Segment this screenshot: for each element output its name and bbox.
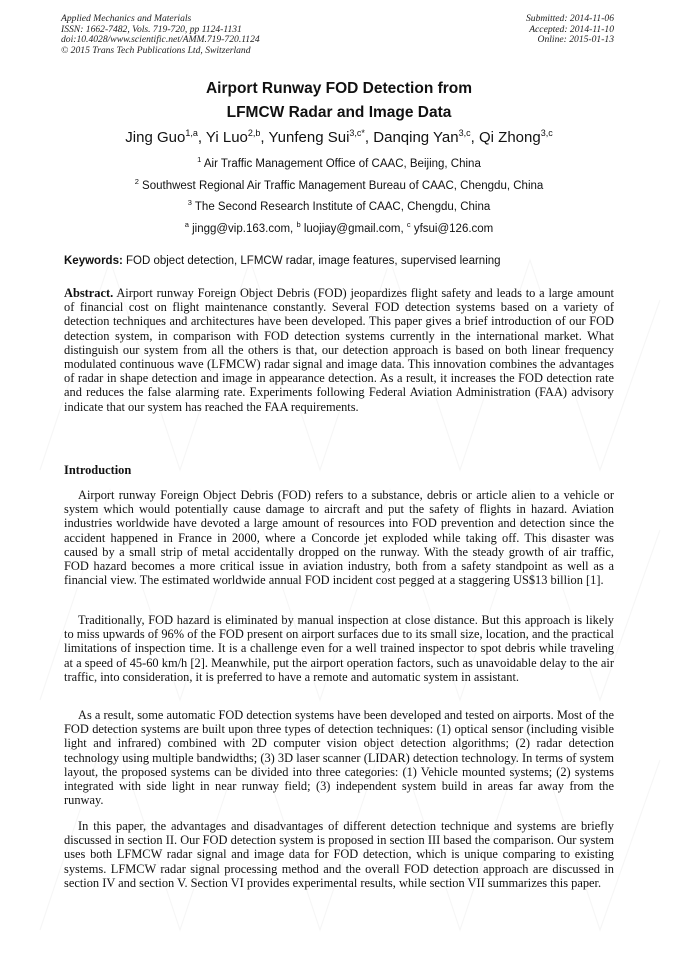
paper-title-line-1: Airport Runway FOD Detection from: [205, 80, 473, 97]
journal-name: Applied Mechanics and Materials: [61, 13, 192, 24]
paper-title-line-2: LFMCW Radar and Image Data: [226, 104, 452, 121]
section-heading-introduction: Introduction: [64, 463, 132, 477]
online-date: Online: 2015-01-13: [537, 34, 614, 46]
doi-line: doi:10.4028/www.scientific.net/AMM.719-720.1124: [61, 34, 260, 46]
abstract-text: Airport runway Foreign Object Debris (FOD) jeopardizes flight safety and leads to a large amount of financial cost on flight maintenance constantly. Several FOD detection systems based on a variety of detection techniques and architectures have been developed. This paper gives a brief introduction of our FOD detection system, in comparison with FOD detection systems currently in the international market. What distinguish our system from all the others is that, our detection approach is based on both linear frequency modulated continuous wave (LFMCW) radar signal and image data. This innovation combines the advantages of radar in shape detection and image in appearance detection. As a result, it increases the FOD detection rate and reduces the false alarming rate. Experiments following Federal Aviation Administration (FAA) advisory indicate that our system has reached the FAA requirements.: [64, 286, 614, 414]
journal-header-right: [526, 14, 614, 46]
email-link[interactable]: jingg@vip.163.com,: [188, 222, 297, 235]
author: Yi Luo$^{2,b}$,: [205, 128, 269, 146]
author: Jing Guo$^{1,a}$,: [125, 128, 206, 146]
author: Danqing Yan$^{3,c}$,: [373, 128, 479, 146]
affiliation-1: $^1$ Air Traffic Management Office of CAAC, Beijing, China: [197, 155, 481, 170]
email-link[interactable]: luojiay@gmail.com,: [300, 222, 407, 235]
abstract: [64, 286, 614, 414]
author-emails: $^a$ jingg@vip.163.com, $^b$ luojiay@gmail.com, $^c$ yfsui@126.com: [184, 220, 494, 235]
keywords: [64, 255, 501, 267]
affiliation-2: $^2$ Southwest Regional Air Traffic Management Bureau of CAAC, Chengdu, China: [134, 177, 544, 192]
submitted-date: Submitted: 2014-11-06: [525, 13, 614, 24]
keywords-text: FOD object detection, LFMCW radar, image features, supervised learning: [122, 255, 501, 267]
author: Yunfeng Sui$^{3,c*}$,: [268, 128, 374, 146]
accepted-date: Accepted: 2014-11-10: [529, 23, 614, 35]
author: Qi Zhong$^{3,c}$: [478, 128, 553, 146]
abstract-label: Abstract.: [64, 286, 114, 300]
author-list: [0, 128, 678, 146]
email-link[interactable]: yfsui@126.com: [410, 222, 494, 235]
copyright-line: © 2015 Trans Tech Publications Ltd, Switzerland: [61, 44, 251, 56]
issn-line: ISSN: 1662-7482, Vols. 719-720, pp 1124-1131: [61, 23, 242, 35]
affiliation-3: $^3$ The Second Research Institute of CAAC, Chengdu, China: [187, 198, 491, 213]
journal-header-left: [61, 14, 260, 56]
keywords-label: Keywords:: [64, 255, 123, 267]
intro-paragraph-2: Traditionally, FOD hazard is eliminated by manual inspection at close distance. But this approach is likely to miss upwards of 96% of the FOD present on airport surfaces due to its small size, location, and the practical limitations of inspection time. It is a challenge even for a well trained inspector to spot debris while traveling at a speed of 45-60 km/h [2]. Meanwhile, put the airport operation factors, such as unavoidable delay to the air traffic, into consideration, it is preferred to have a remote and automatic system in assistant.: [64, 613, 614, 684]
intro-paragraph-4: In this paper, the advantages and disadvantages of different detection technique and systems are briefly discussed in section II. Our FOD detection system is proposed in section III based the comparison. Our system uses both LFMCW radar signal and image data for FOD detection, which is unique comparing to existing systems. LFMCW radar signal processing method and the overall FOD detection approach are discussed in section IV and section V. Section VI provides experimental results, while section VII summarizes this paper.: [64, 819, 614, 890]
intro-paragraph-1: Airport runway Foreign Object Debris (FOD) refers to a substance, debris or article alien to a vehicle or system which would potentially cause damage to aircraft and put the safety of flights in hazard. Aviation industries worldwide have devoted a large amount of resources into FOD prevention and detection since the accident happened in France in 2000, where a Concorde jet exploded while taking off. This disaster was caused by a small strip of metal accidentally dropped on the runway. With the steady growth of air traffic, FOD hazard becomes a more critical issue in aviation industry, both from a safety standpoint as well as a financial view. The estimated worldwide annual FOD incident cost pegged at a staggering US$13 billion [1].: [64, 488, 614, 588]
intro-paragraph-3: As a result, some automatic FOD detection systems have been developed and tested on airports. Most of the FOD detection systems are built upon three types of detection techniques: (1) optical sensor (including visible light and infrared) combined with 2D computer vision object detection algorithms; (2) radar detection technology using multiple bandwidths; (3) 3D laser scanner (LIDAR) detection technology. In terms of system layout, the proposed systems can be divided into three categories: (1) Vehicle mounted systems; (2) systems integrated with side light in near runway field; (3) independent system build in areas far away from the runway.: [64, 708, 614, 808]
